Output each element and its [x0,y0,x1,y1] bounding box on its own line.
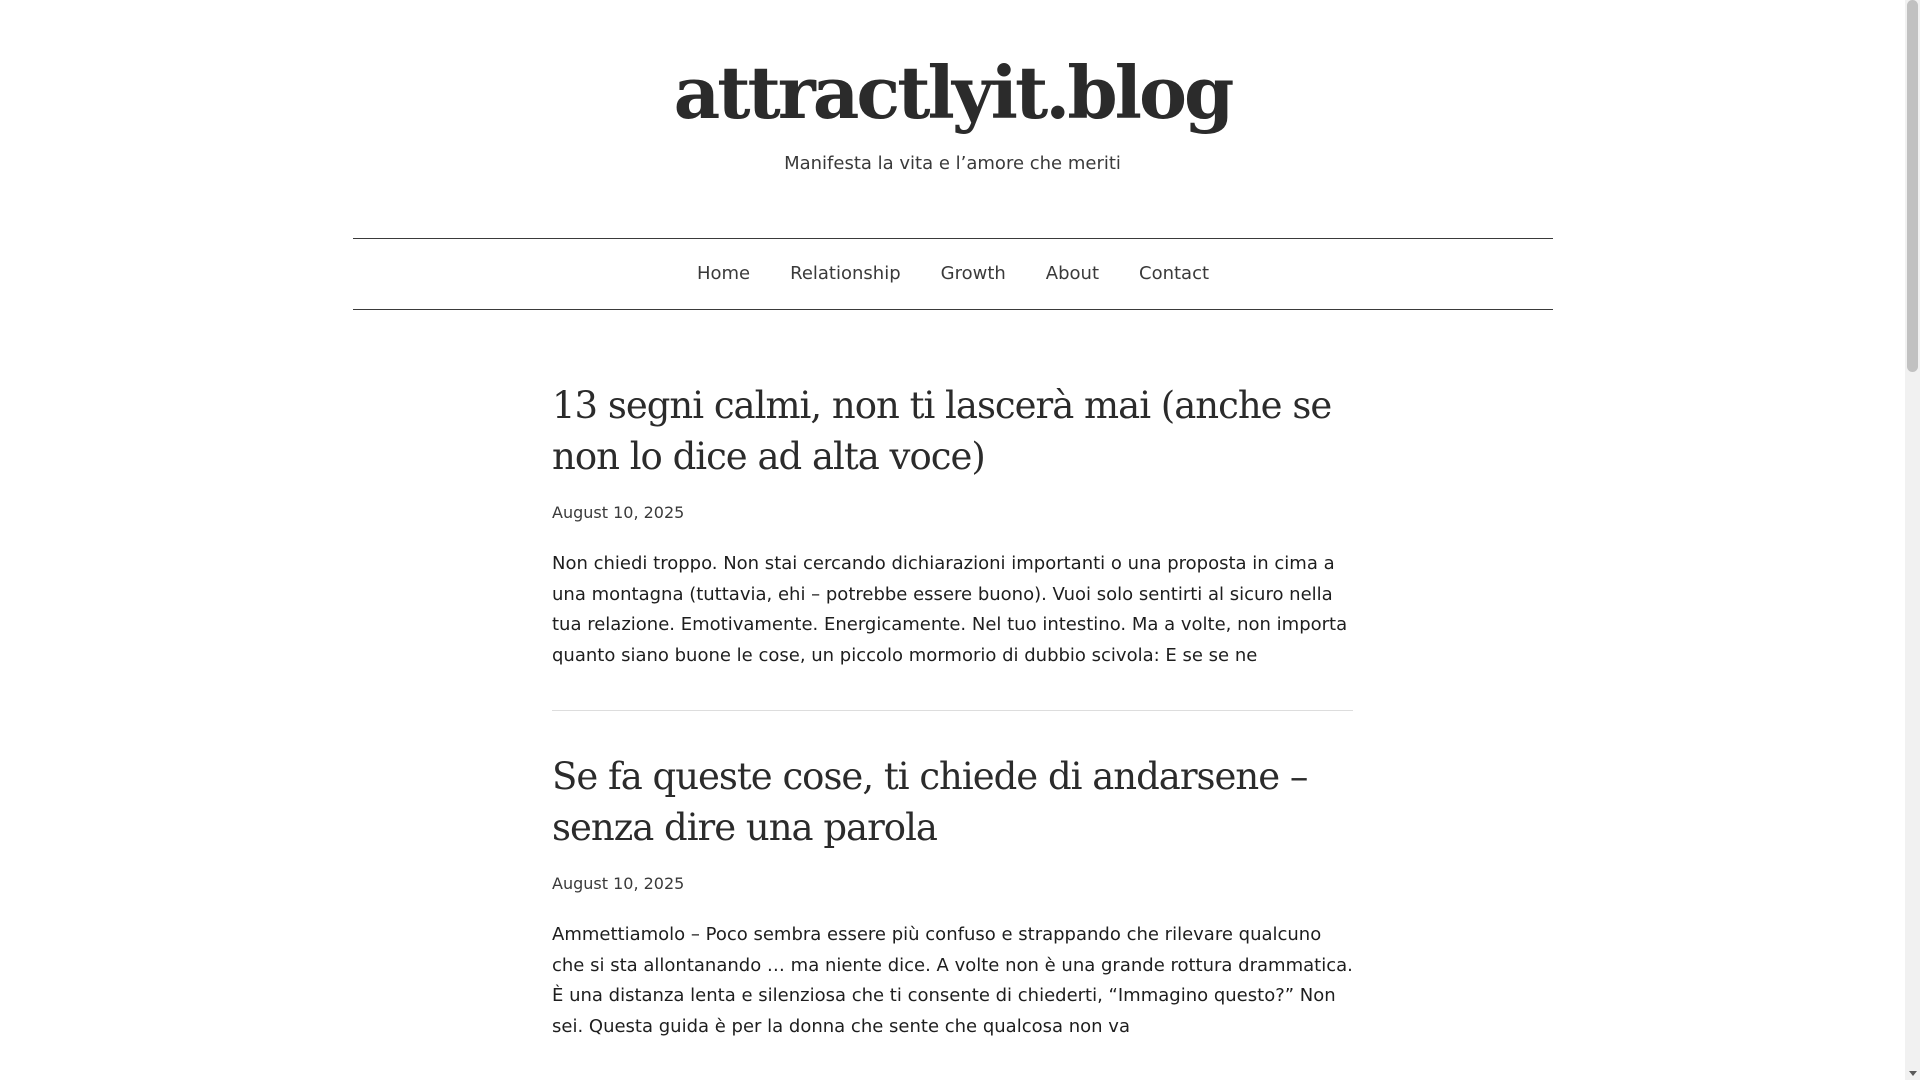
post-date: August 10, 2025 [552,503,685,522]
post-title[interactable]: 13 segni calmi, non ti lascerà mai (anche se non lo dice ad alta voce) [552,384,1332,478]
site-tagline: Manifesta la vita e l’amore che meriti [784,153,1121,174]
nav-item-about[interactable]: About [1045,263,1099,284]
main-navigation [353,238,1553,310]
post-title[interactable]: Se fa queste cose, ti chiede di andarsene – senza dire una parola [552,754,1308,849]
post-divider [552,710,1353,711]
post-item [552,380,1353,672]
post-date: August 10, 2025 [552,873,685,893]
post-list [552,380,1353,1043]
scrollbar-thumb[interactable] [1907,0,1918,372]
vertical-scrollbar[interactable] [1905,0,1920,1080]
site-title[interactable]: attractlyit.blog [673,50,1232,135]
post-excerpt: Non chiedi troppo. Non stai cercando dichiarazioni importanti o una proposta in cima a una montagna (tuttavia, ehi – potrebbe essere buono). Vuoi solo sentirti al sicuro nella tua relazione. Emotivamente. Energicamente. Nel tuo intestino. Ma a volte, non importa quanto siano buone le cose, un piccolo mormorio di dubbio scivola: E se se ne [552,553,1348,667]
scroll-down-arrow-icon[interactable] [1909,1071,1917,1076]
nav-item-contact[interactable]: Contact [1139,263,1210,284]
post-excerpt: Ammettiamolo – Poco sembra essere più confuso e strappando che rilevare qualcuno che si sta allontanando … ma niente dice. A volte non è una grande rottura drammatica. È una distanza lenta e silenziosa che ti consente di chiederti, “Immagino questo?” Non sei. Questa guida è per la donna che sente che qualcosa non va [552,923,1353,1037]
nav-item-home[interactable]: Home [696,263,751,284]
nav-item-growth[interactable]: Growth [940,263,1006,284]
post-item [552,751,1353,1043]
nav-item-relationship[interactable]: Relationship [790,263,901,284]
